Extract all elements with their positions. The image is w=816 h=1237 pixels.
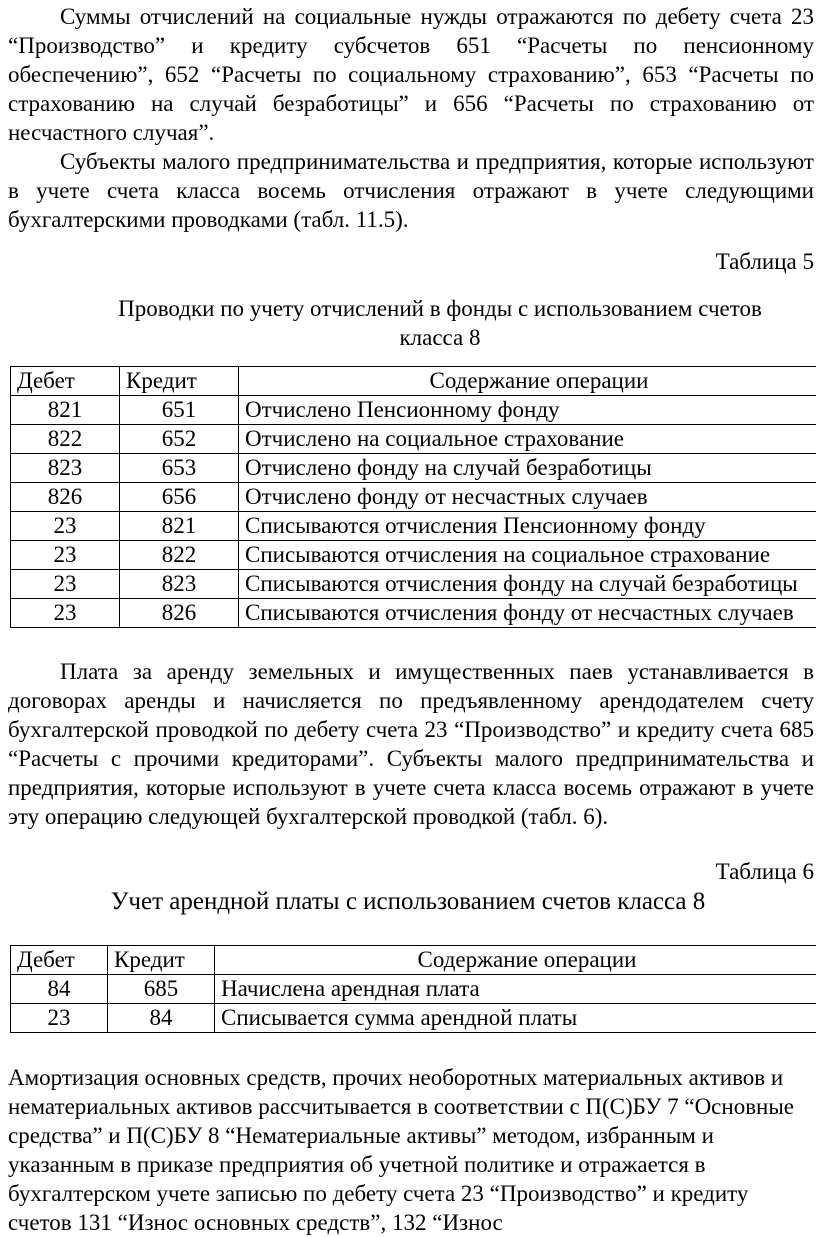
cell-debit: 23 <box>11 512 120 541</box>
cell-credit: 826 <box>120 599 239 628</box>
cell-operation: Списываются отчисления Пенсионному фонду <box>239 512 816 541</box>
table6-title: Учет арендной платы с использованием счетов класса 8 <box>0 887 816 916</box>
table-row <box>11 454 816 483</box>
table5-label: Таблица 5 <box>716 247 814 276</box>
cell-debit: 23 <box>11 541 120 570</box>
cell-credit: 652 <box>120 425 239 454</box>
table-header-row <box>11 367 816 396</box>
table6-label: Таблица 6 <box>716 857 814 886</box>
cell-operation: Списывается сумма арендной платы <box>215 1004 816 1033</box>
table-row <box>11 483 816 512</box>
cell-credit: 656 <box>120 483 239 512</box>
cell-operation: Списываются отчисления фонду на случай безработицы <box>239 570 816 599</box>
cell-debit: 84 <box>11 975 108 1004</box>
cell-operation: Начислена арендная плата <box>215 975 816 1004</box>
paragraph-social-deductions: Суммы отчислений на социальные нужды отражаются по дебету счета 23 “Производство” и кредиту субсчетов 651 “Расчеты по пенсионному обеспечению”, 652 “Расчеты по социальному страхованию”, 653 “Расчеты по страхованию на случай безработицы” и 656 “Расчеты по страхованию от несчастного случая”. <box>8 2 814 147</box>
cell-operation: Отчислено на социальное страхование <box>239 425 816 454</box>
cell-operation: Отчислено Пенсионному фонду <box>239 396 816 425</box>
table-row <box>11 396 816 425</box>
table-row <box>11 570 816 599</box>
header-operation: Содержание операции <box>239 367 816 396</box>
header-credit: Кредит <box>120 367 239 396</box>
cell-operation: Списываются отчисления фонду от несчастных случаев <box>239 599 816 628</box>
header-debit: Дебет <box>11 367 120 396</box>
table-row <box>11 1004 816 1033</box>
paragraph-depreciation: Амортизация основных средств, прочих необоротных материальных активов и нематериальных активов рассчитывается в соответствии с П(С)БУ 7 “Основные средства” и П(С)БУ 8 “Нематериальные активы” методом, избранным и указанным в приказе предприятия об учетной политике и отражается в бухгалтерском учете записью по дебету счета 23 “Производство” и кредиту счетов 131 “Износ основных средств”, 132 “Износ <box>8 1063 814 1237</box>
table-row <box>11 425 816 454</box>
header-credit: Кредит <box>108 946 215 975</box>
cell-debit: 821 <box>11 396 120 425</box>
cell-credit: 84 <box>108 1004 215 1033</box>
cell-credit: 822 <box>120 541 239 570</box>
table5-title-line2: класса 8 <box>60 323 816 352</box>
cell-operation: Списываются отчисления на социальное страхование <box>239 541 816 570</box>
cell-debit: 826 <box>11 483 120 512</box>
header-operation: Содержание операции <box>215 946 816 975</box>
cell-debit: 822 <box>11 425 120 454</box>
paragraph-rent: Плата за аренду земельных и имущественных паев устанавливается в договорах аренды и начисляется по предъявленному арендодателем счету бухгалтерской проводкой по дебету счета 23 “Производство” и кредиту счета 685 “Расчеты с прочими кредиторами”. Субъекты малого предпринимательства и предприятия, которые используют в учете счета класса восемь отражают в учете эту операцию следующей бухгалтерской проводкой (табл. 6). <box>8 657 814 831</box>
table5-title-line1: Проводки по учету отчислений в фонды с использованием счетов <box>60 294 816 323</box>
paragraph-small-business: Субъекты малого предпринимательства и предприятия, которые используют в учете счета класса восемь отчисления отражают в учете следующими бухгалтерскими проводками (табл. 11.5). <box>8 147 814 234</box>
table-row <box>11 541 816 570</box>
header-debit: Дебет <box>11 946 108 975</box>
table5 <box>10 366 816 628</box>
cell-debit: 23 <box>11 599 120 628</box>
cell-debit: 823 <box>11 454 120 483</box>
table6 <box>10 945 816 1033</box>
cell-debit: 23 <box>11 570 120 599</box>
cell-operation: Отчислено фонду на случай безработицы <box>239 454 816 483</box>
cell-credit: 823 <box>120 570 239 599</box>
table-header-row <box>11 946 816 975</box>
cell-credit: 651 <box>120 396 239 425</box>
table-row <box>11 599 816 628</box>
cell-credit: 821 <box>120 512 239 541</box>
cell-debit: 23 <box>11 1004 108 1033</box>
table-row <box>11 975 816 1004</box>
cell-operation: Отчислено фонду от несчастных случаев <box>239 483 816 512</box>
cell-credit: 653 <box>120 454 239 483</box>
cell-credit: 685 <box>108 975 215 1004</box>
table-row <box>11 512 816 541</box>
